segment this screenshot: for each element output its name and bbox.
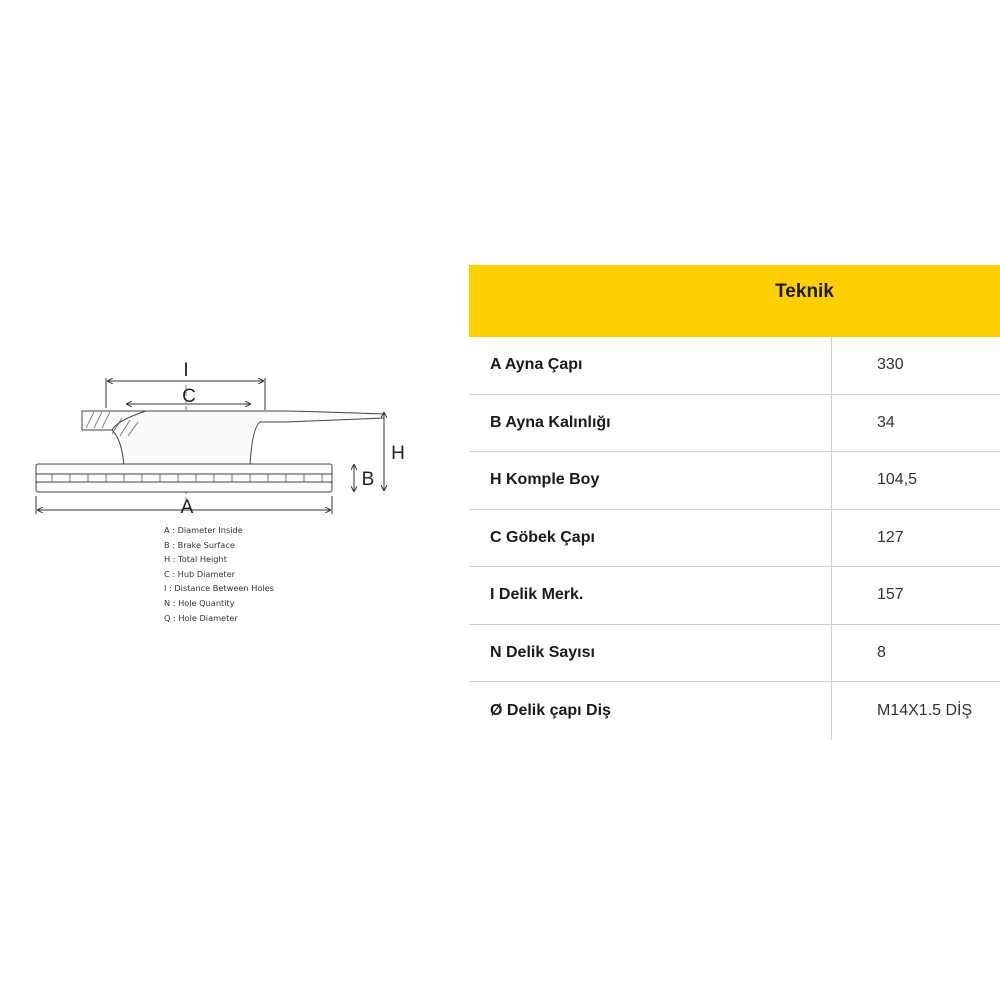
- hub-flange: [82, 411, 384, 466]
- letter-a: A: [180, 497, 194, 518]
- spec-table: [469, 265, 1000, 740]
- row-value: 157: [877, 586, 904, 604]
- brake-disc-diagram: [0, 0, 460, 1000]
- spec-table-title: Teknik: [775, 281, 834, 302]
- row-label: A Ayna Çapı: [469, 337, 832, 394]
- letter-b: B: [361, 469, 375, 490]
- letter-c: C: [182, 386, 196, 407]
- row-label: B Ayna Kalınlığı: [469, 395, 832, 452]
- row-label: N Delik Sayısı: [469, 625, 832, 682]
- table-row: [469, 337, 1000, 395]
- legend-c: C : Hub Diameter: [164, 568, 236, 579]
- brake-disc-drawing: [0, 0, 460, 1000]
- disc-body: [36, 464, 332, 492]
- row-value: 127: [877, 528, 904, 546]
- legend-n: N : Hole Quantity: [164, 597, 235, 608]
- table-row: [469, 452, 1000, 510]
- table-row: [469, 682, 1000, 740]
- table-row: [469, 395, 1000, 453]
- spec-table-header: [469, 265, 1000, 337]
- row-value: 34: [877, 413, 895, 431]
- letter-h: H: [391, 443, 405, 464]
- table-row: [469, 510, 1000, 568]
- legend-q: Q : Hole Diameter: [164, 612, 238, 623]
- row-value: 104,5: [877, 471, 918, 489]
- legend-i: I : Distance Between Holes: [164, 583, 274, 594]
- row-label: I Delik Merk.: [469, 567, 832, 624]
- table-row: [469, 625, 1000, 683]
- row-value: 330: [877, 356, 904, 374]
- letter-i: I: [183, 360, 189, 381]
- table-row: [469, 567, 1000, 625]
- legend-b: B : Brake Surface: [164, 539, 235, 550]
- row-label: C Göbek Çapı: [469, 510, 832, 567]
- legend-a: A : Diameter Inside: [164, 525, 243, 535]
- row-value: M14X1.5 DİŞ: [877, 701, 973, 719]
- diagram-legend: [164, 523, 364, 625]
- row-value: 8: [877, 643, 886, 661]
- row-label: Ø Delik çapı Diş: [469, 682, 832, 740]
- row-label: H Komple Boy: [469, 452, 832, 509]
- legend-h: H : Total Height: [164, 554, 227, 565]
